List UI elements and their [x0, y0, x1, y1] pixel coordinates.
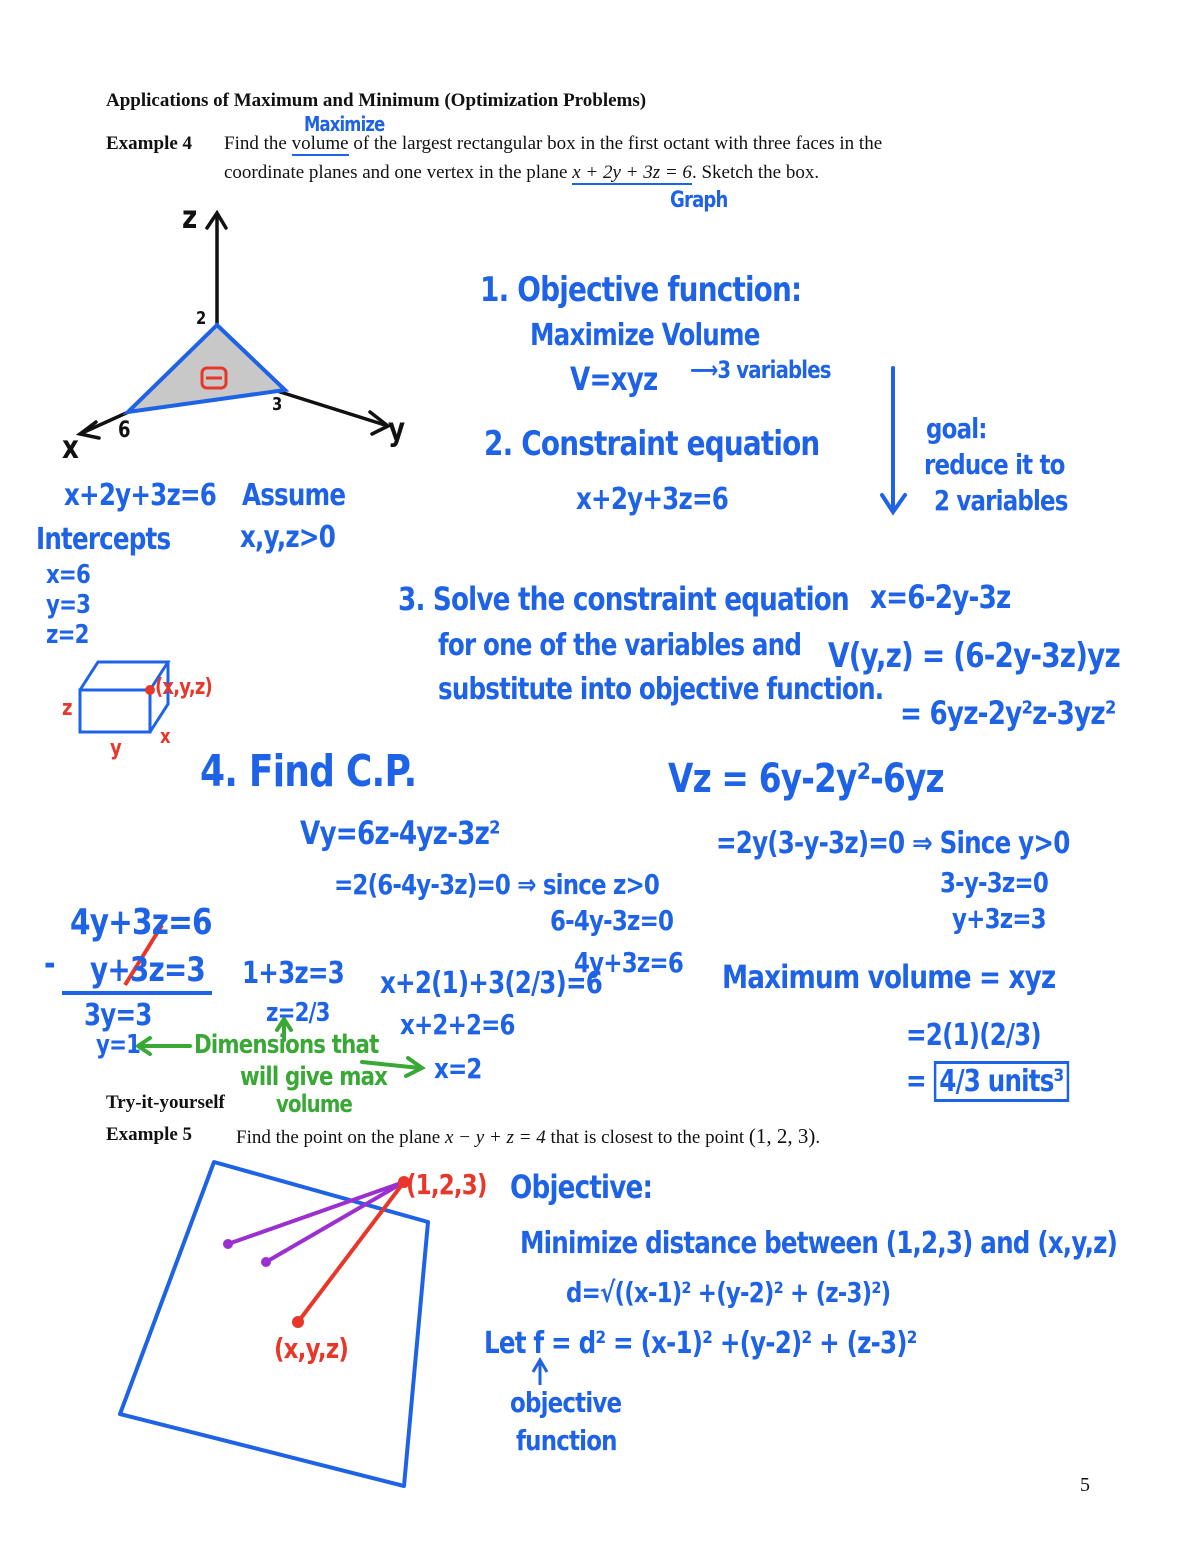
intercepts-label: Intercepts — [36, 522, 171, 557]
goal-arrow — [882, 368, 905, 512]
vz-line4: y+3z=3 — [952, 902, 1046, 935]
step1-line2: V=xyz — [570, 360, 658, 398]
step3-line2: for one of the variables and — [438, 628, 802, 663]
step1-arrow-note: ⟶3 variables — [690, 356, 831, 384]
elim-minus: - — [44, 944, 55, 984]
vy-line1: Vy=6z-4yz-3z² — [300, 814, 500, 852]
annot-graph: Graph — [670, 188, 728, 213]
goal-line1: goal: — [926, 412, 987, 445]
step2-equation: x+2y+3z=6 — [576, 482, 729, 517]
step1-title: 1. Objective function: — [480, 270, 802, 310]
example5-text-b: that is closest to the point — [550, 1127, 745, 1148]
max-volume-line3 — [906, 1064, 1069, 1099]
elim-right3: x=2 — [434, 1052, 482, 1085]
intercept-x: x=6 — [46, 560, 90, 590]
goal-line2: reduce it to — [924, 448, 1065, 481]
vz-line1: Vz = 6y-2y²-6yz — [668, 756, 944, 802]
graph-x-label: x — [62, 428, 79, 466]
ex5-objective-word2: function — [516, 1424, 617, 1457]
example4-label: Example 4 — [106, 133, 193, 154]
example5-period: . — [815, 1127, 821, 1148]
step3-solve-x: x=6-2y-3z — [870, 578, 1011, 616]
example5-point: (1, 2, 3) — [748, 1124, 816, 1148]
vy-line4: 4y+3z=6 — [574, 946, 683, 979]
assume-condition: x,y,z>0 — [240, 520, 335, 555]
example5-text-a: Find the point on the plane — [236, 1127, 441, 1148]
box-point-label: (x,y,z) — [155, 675, 212, 700]
ex5-objective: Objective: — [510, 1168, 653, 1206]
three-variables-note: 3 variables — [717, 356, 831, 384]
step3-volume2: = 6yz-2y²z-3yz² — [900, 694, 1116, 732]
graph-y-intercept: 3 — [272, 394, 282, 415]
elim-line1: 4y+3z=6 — [70, 902, 212, 943]
box-z-label: z — [62, 696, 72, 721]
box-x-label: x — [160, 724, 170, 748]
intercept-z: z=2 — [46, 620, 89, 650]
graph-y-label: y — [388, 410, 405, 448]
intercept-y: y=3 — [46, 590, 91, 620]
example5-text — [236, 1124, 820, 1149]
annot-maximize: Maximize — [304, 112, 385, 136]
graph-z-intercept: 2 — [196, 308, 206, 329]
ex5-distance: d=√((x-1)² +(y-2)² + (z-3)²) — [566, 1276, 891, 1309]
page-title: Applications of Maximum and Minimum (Optimization Problems) — [106, 90, 647, 111]
example5-plane-eq: x − y + z = 4 — [444, 1127, 546, 1148]
goal-line3: 2 variables — [934, 484, 1068, 517]
vy-line2: =2(6-4y-3z)=0 ⇒ since z>0 — [334, 868, 660, 901]
left-equation: x+2y+3z=6 — [64, 478, 217, 513]
ex5-minimize: Minimize distance between (1,2,3) and (x,y,z) — [520, 1226, 1118, 1261]
vz-line2: =2y(3-y-3z)=0 ⇒ Since y>0 — [716, 826, 1070, 861]
step4-title: 4. Find C.P. — [200, 746, 417, 797]
example4-plane-eq: x + 2y + 3z = 6 — [572, 162, 692, 183]
elim-line3: 3y=3 — [84, 998, 152, 1033]
purple-lines — [228, 1182, 404, 1262]
point-xyz-dot — [292, 1316, 304, 1328]
green-note2: will give max — [240, 1062, 388, 1092]
green-note3: volume — [276, 1090, 353, 1118]
elim-right1: x+2(1)+3(2/3)=6 — [380, 966, 603, 1001]
max-volume-answer: 4/3 units³ — [934, 1061, 1070, 1102]
point-xyz-label: (x,y,z) — [274, 1332, 349, 1365]
ex5-let-f: Let f = d² = (x-1)² +(y-2)² + (z-3)² — [484, 1326, 917, 1361]
box-vertex-dot — [145, 685, 155, 695]
box-y-label: y — [110, 736, 121, 761]
example4-text-a: Find the — [224, 133, 287, 154]
vz-line3: 3-y-3z=0 — [940, 866, 1048, 899]
example4-volume-word: volume — [291, 133, 349, 154]
step3-volume1: V(y,z) = (6-2y-3z)yz — [828, 636, 1120, 676]
red-distance-line — [298, 1182, 404, 1322]
elim-line2: y+3z=3 — [90, 950, 206, 990]
graph-z-label: z — [182, 198, 197, 236]
elim-line4: y=1 — [96, 1030, 141, 1060]
max-volume-eq: = — [906, 1064, 926, 1099]
max-volume-line2: =2(1)(2/3) — [906, 1018, 1041, 1053]
green-note1: Dimensions that — [194, 1030, 379, 1060]
example5-label: Example 5 — [106, 1124, 193, 1145]
f-arrow — [533, 1360, 547, 1385]
page-number: 5 — [1080, 1474, 1090, 1496]
graph-x-intercept: 6 — [118, 418, 130, 443]
elim-mid2: z=2/3 — [266, 998, 330, 1028]
axes-3d — [80, 213, 388, 438]
step1-line1: Maximize Volume — [530, 318, 760, 353]
elim-right2: x+2+2=6 — [400, 1008, 515, 1041]
elim-mid1: 1+3z=3 — [242, 956, 344, 991]
example4-text-d: . Sketch the box. — [691, 162, 820, 183]
vy-line3: 6-4y-3z=0 — [550, 904, 674, 937]
step2-title: 2. Constraint equation — [484, 424, 820, 464]
example4-text-b: of the largest rectangular box in the first octant with three faces in the — [353, 133, 883, 154]
try-it-yourself: Try-it-yourself — [106, 1092, 225, 1113]
step3-line1: 3. Solve the constraint equation — [398, 580, 849, 618]
assume-label: Assume — [242, 478, 346, 513]
max-volume-line1: Maximum volume = xyz — [722, 958, 1056, 996]
step3-line3: substitute into objective function. — [438, 672, 884, 707]
ex5-objective-word1: objective — [510, 1386, 622, 1419]
example4-text-c: coordinate planes and one vertex in the plane — [224, 162, 568, 183]
point-123-label: (1,2,3) — [406, 1168, 487, 1201]
